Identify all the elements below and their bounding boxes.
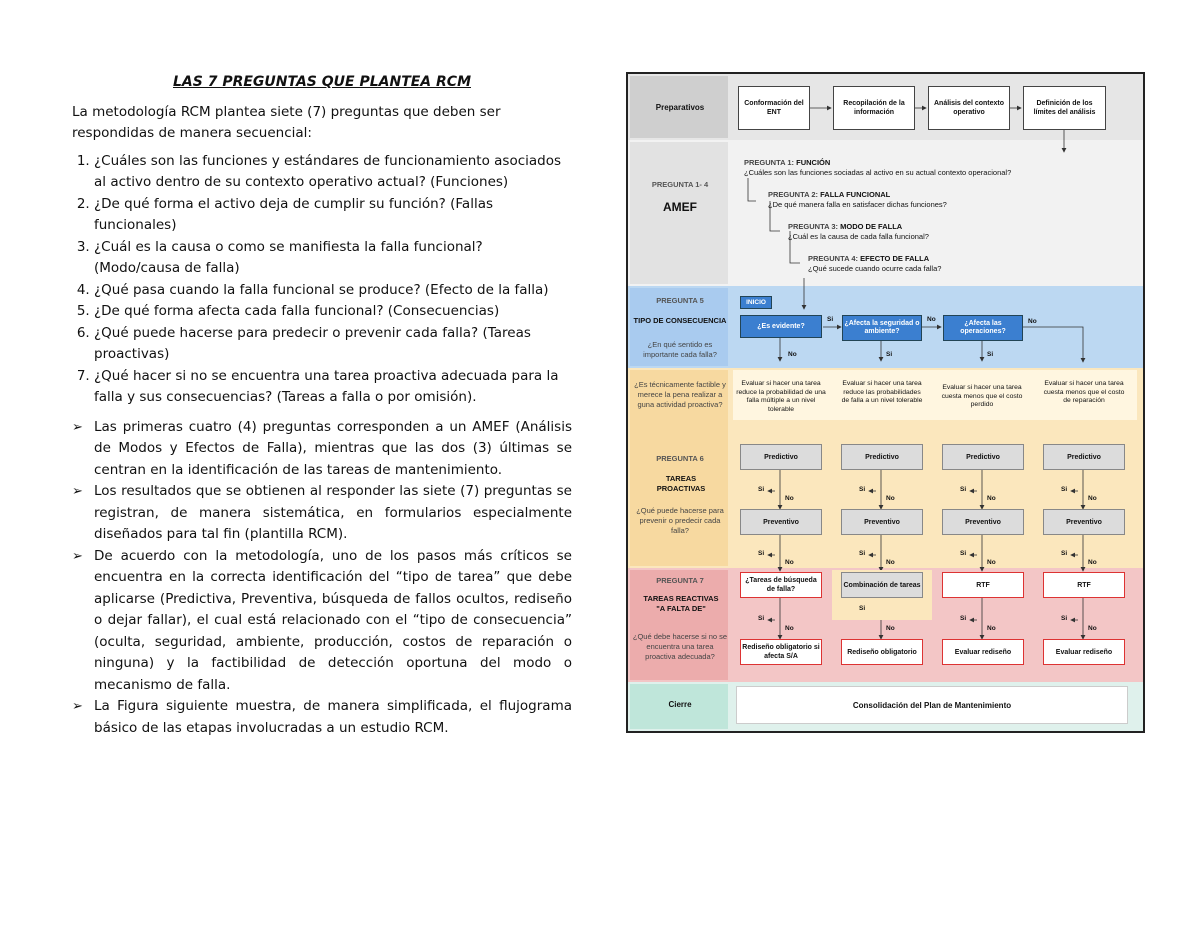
rtf-box: RTF (942, 572, 1024, 598)
decision-safety: ¿Afecta la seguridad o ambiente? (842, 315, 922, 341)
label-no: No (927, 316, 936, 323)
preventivo-box: Preventivo (1043, 509, 1125, 535)
label-no: No (785, 495, 794, 502)
label-si: Si (758, 615, 765, 622)
label-si: Si (827, 316, 834, 323)
evaluate-redesign-box: Evaluar rediseño (942, 639, 1024, 665)
prep-box-context: Análisis del contexto operativo (928, 86, 1010, 130)
eval-text-1: Evaluar si hacer una tarea reduce la probabilidad de una falla múltiple a un nivel tolerable (736, 380, 826, 413)
label-p5-title: TIPO DE CONSECUENCIA (633, 316, 727, 325)
list-item: 3. ¿Cuál es la causa o como se manifiesta la falla funcional? (Modo/causa de falla) (94, 237, 572, 280)
bullet-item: ➢ Las primeras cuatro (4) preguntas corresponden a un AMEF (Análisis de Modos y Efectos de Falla), mientras que las dos (3) últimas se centran en la identificación de las tareas de mantenimiento. (72, 418, 572, 478)
label-p6-title: TAREAS PROACTIVAS (656, 474, 706, 493)
task-fault-search-box: ¿Tareas de búsqueda de falla? (740, 572, 822, 598)
label-p6-question: ¿Qué puede hacerse para prevenir o predecir cada falla? (636, 506, 724, 535)
arrow-bullet-icon: ➢ (72, 419, 83, 435)
preventivo-box: Preventivo (740, 509, 822, 535)
label-no: No (886, 495, 895, 502)
label-no: No (886, 559, 895, 566)
question-1: PREGUNTA 1: FUNCIÓN ¿Cuáles son las funciones sociadas al activo en su actual contexto operacional? (744, 158, 1012, 177)
eval-text-3: Evaluar si hacer una tarea cuesta menos que el costo perdido (941, 384, 1023, 408)
label-no: No (1088, 625, 1097, 632)
arrow-bullet-icon: ➢ (72, 699, 83, 714)
arrow-bullet-icon: ➢ (72, 548, 83, 564)
eval-text-2: Evaluar si hacer una tarea reduce las probabilidades de falla a un nivel tolerable (841, 380, 923, 404)
rcm-flowchart-figure (626, 72, 1145, 733)
redesign-mandatory-box: Rediseño obligatorio (841, 639, 923, 665)
label-si: Si (886, 351, 893, 358)
bullet-list (72, 417, 572, 740)
label-p5-question: ¿En qué sentido es importante cada falla? (643, 340, 717, 359)
question-2: PREGUNTA 2: FALLA FUNCIONAL ¿De qué manera falla en satisfacer dichas funciones? (768, 190, 947, 209)
redesign-if-safety-box: Rediseño obligatorio si afecta S/A (740, 639, 822, 665)
list-item: 7. ¿Qué hacer si no se encuentra una tarea proactiva adecuada para la falla y sus consecuencias? (Tareas a falla o por omisión). (94, 366, 572, 409)
list-item: 1. ¿Cuáles son las funciones y estándares de funcionamiento asociados al activo dentro de su contexto operativo actual? (Funciones) (94, 151, 572, 194)
rtf-box: RTF (1043, 572, 1125, 598)
page-title: LAS 7 PREGUNTAS QUE PLANTEA RCM (172, 74, 471, 90)
bullet-item: ➢ La Figura siguiente muestra, de manera simplificada, el flujograma básico de las etapas involucradas a un estudio RCM. (72, 698, 572, 736)
label-no: No (987, 625, 996, 632)
label-no: No (1088, 495, 1097, 502)
list-item: 2. ¿De qué forma el activo deja de cumplir su función? (Fallas funcionales) (94, 194, 572, 237)
inicio-box: INICIO (740, 296, 772, 309)
decision-evident: ¿Es evidente? (740, 315, 822, 338)
label-si: Si (987, 351, 994, 358)
question-3: PREGUNTA 3: MODO DE FALLA ¿Cuál es la causa de cada falla funcional? (788, 222, 929, 241)
label-si: Si (1061, 615, 1068, 622)
label-no: No (1028, 318, 1037, 325)
label-no: No (785, 625, 794, 632)
questions-list (72, 151, 572, 409)
label-p6: PREGUNTA 6 (656, 454, 704, 463)
label-feasibility: ¿Es técnicamente factible y merece la pena realizar a guna actividad proactiva? (634, 380, 726, 409)
question-4: PREGUNTA 4: EFECTO DE FALLA ¿Qué sucede cuando ocurre cada falla? (808, 254, 942, 273)
label-p5: PREGUNTA 5 (656, 296, 704, 305)
label-p7: PREGUNTA 7 (656, 576, 704, 585)
label-si: Si (960, 615, 967, 622)
text-column (72, 72, 572, 739)
label-no: No (788, 351, 797, 358)
list-item: 6. ¿Qué puede hacerse para predecir o prevenir cada falla? (Tareas proactivas) (94, 323, 572, 366)
label-no: No (1088, 559, 1097, 566)
label-cierre: Cierre (668, 700, 692, 709)
list-item: 5. ¿De qué forma afecta cada falla funcional? (Consecuencias) (94, 301, 572, 323)
predictivo-box: Predictivo (841, 444, 923, 470)
label-no: No (886, 625, 895, 632)
label-si: Si (1061, 486, 1068, 493)
label-p7-question: ¿Qué debe hacerse si no se encuentra una tarea proactiva adecuada? (632, 632, 728, 661)
label-no: No (987, 495, 996, 502)
bullet-item: ➢ De acuerdo con la metodología, uno de los pasos más críticos se encuentra en la correcta identificación del “tipo de tarea” que debe aplicarse (Predictiva, Preventiva, búsqueda de fallos ocultos, rediseño o dejar fallar), el cual está relacionado con el “tipo de consecuencia” (oculta, seguridad, ambiente, producción, costos de reparación o ninguna) y la factibilidad de detección oportuna del modo o mecanismo de falla. (72, 547, 572, 693)
label-amef: AMEF (663, 200, 697, 214)
consolidation-label: Consolidación del Plan de Mantenimiento (852, 700, 1012, 710)
predictivo-box: Predictivo (1043, 444, 1125, 470)
predictivo-box: Predictivo (740, 444, 822, 470)
evaluate-redesign-box: Evaluar rediseño (1043, 639, 1125, 665)
label-p7-title: TAREAS REACTIVAS "A FALTA DE" (643, 594, 719, 613)
decision-operations: ¿Afecta las operaciones? (943, 315, 1023, 341)
label-si: Si (859, 486, 866, 493)
arrow-bullet-icon: ➢ (72, 484, 83, 499)
prep-box-info: Recopilación de la información (833, 86, 915, 130)
label-si: Si (960, 486, 967, 493)
intro-paragraph: La metodología RCM plantea siete (7) preguntas que deben ser respondidas de manera secuencial: (72, 103, 501, 141)
task-combination-box: Combinación de tareas (841, 572, 923, 598)
label-si: Si (758, 550, 765, 557)
prep-box-ent: Conformación del ENT (738, 86, 810, 130)
list-item: 4. ¿Qué pasa cuando la falla funcional se produce? (Efecto de la falla) (94, 280, 572, 302)
preventivo-box: Preventivo (942, 509, 1024, 535)
predictivo-box: Predictivo (942, 444, 1024, 470)
bullet-item: ➢ Los resultados que se obtienen al responder las siete (7) preguntas se registran, de manera sistemática, en formularios especialmente diseñados para tal fin (plantilla RCM). (72, 483, 572, 542)
label-no: No (785, 559, 794, 566)
label-si: Si (960, 550, 967, 557)
label-si: Si (859, 550, 866, 557)
label-si: Si (859, 605, 866, 612)
label-preparativos: Preparativos (655, 103, 705, 112)
label-p14: PREGUNTA 1- 4 (651, 180, 709, 189)
label-si: Si (758, 486, 765, 493)
label-si: Si (1061, 550, 1068, 557)
preventivo-box: Preventivo (841, 509, 923, 535)
label-no: No (987, 559, 996, 566)
eval-text-4: Evaluar si hacer una tarea cuesta menos que el costo de reparación (1043, 380, 1125, 404)
prep-box-limits: Definición de los límites del análisis (1023, 86, 1106, 130)
